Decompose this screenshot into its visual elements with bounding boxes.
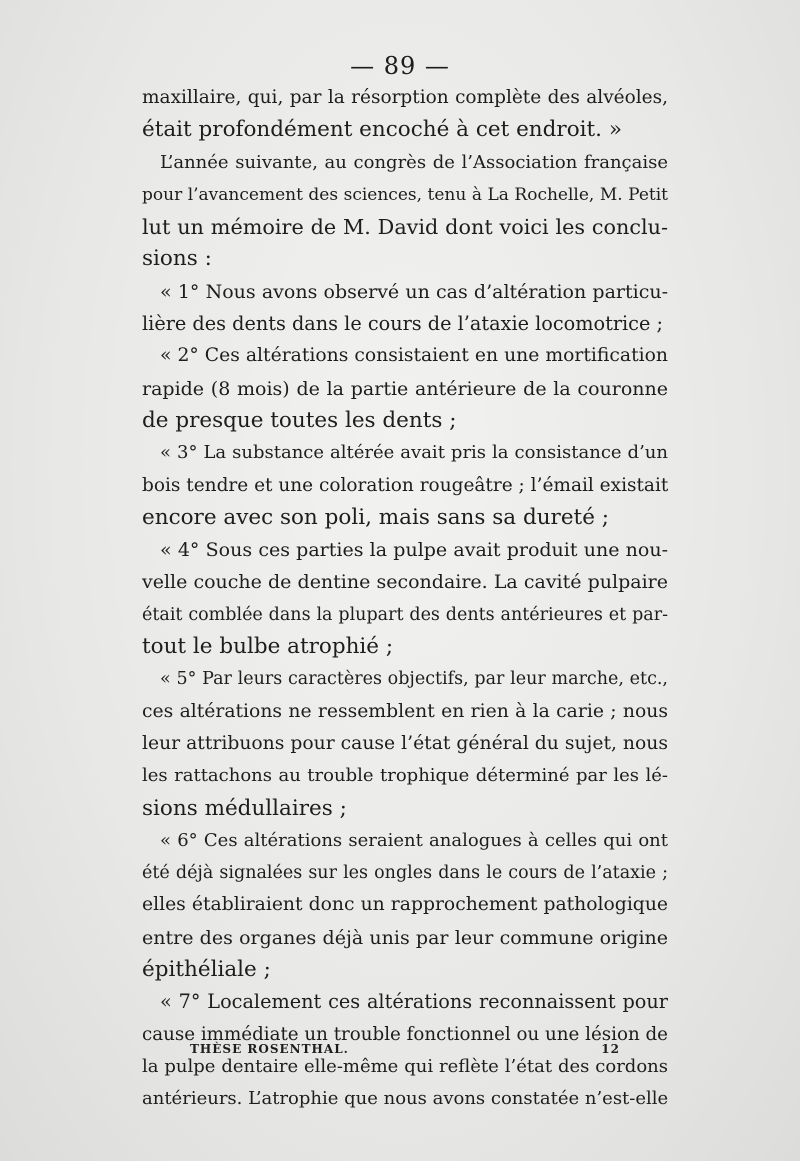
text-line: sions : — [142, 246, 212, 272]
text-line: cause immédiate un trouble fonctionnel ou une lésion de — [142, 1023, 668, 1045]
text-line: les rattachons au trouble trophique déterminé par les lé- — [142, 765, 668, 787]
text-line: la pulpe dentaire elle-même qui reflète l’état des cordons — [142, 1055, 668, 1077]
text-line: pour l’avancement des sciences, tenu à La Rochelle, M. Petit — [142, 184, 668, 205]
text-line: « 5° Par leurs caractères objectifs, par leur marche, etc., — [160, 669, 668, 690]
text-line: maxillaire, qui, par la résorption complète des alvéoles, — [142, 87, 668, 108]
text-line: leur attribuons pour cause l’état général du sujet, nous — [142, 732, 668, 754]
text-line: était profondément encoché à cet endroit. » — [142, 117, 622, 143]
text-line: L’année suivante, au congrès de l’Association française — [160, 151, 668, 173]
text-line: elles établiraient donc un rapprochement pathologique — [142, 894, 668, 916]
text-line: lut un mémoire de M. David dont voici les conclu- — [142, 215, 668, 240]
text-line: lière des dents dans le cours de l’ataxie locomotrice ; — [142, 312, 663, 336]
text-line: été déjà signalées sur les ongles dans le cours de l’ataxie ; — [142, 863, 668, 884]
text-line: « 4° Sous ces parties la pulpe avait produit une nou- — [160, 539, 668, 562]
text-line: « 6° Ces altérations seraient analogues à celles qui ont — [160, 829, 668, 851]
text-line: « 2° Ces altérations consistaient en une mortification — [160, 345, 668, 367]
text-line: était comblée dans la plupart des dents antérieures et par- — [142, 604, 668, 625]
footer-sheet-number: 12 — [601, 1042, 620, 1056]
text-line: « 1° Nous avons observé un cas d’altération particu- — [160, 280, 668, 303]
text-line: épithéliale ; — [142, 957, 271, 983]
text-line: antérieurs. L’atrophie que nous avons constatée n’est-elle — [142, 1088, 669, 1110]
page-number: — 89 — — [350, 52, 450, 80]
text-line: entre des organes déjà unis par leur commune origine — [142, 926, 668, 949]
text-line: rapide (8 mois) de la partie antérieure de la couronne — [142, 377, 668, 400]
text-line: de presque toutes les dents ; — [142, 407, 457, 433]
footer-signature: THÈSE ROSENTHAL. — [190, 1042, 349, 1056]
body-text — [142, 82, 668, 1116]
text-line: ces altérations ne ressemblent en rien à la carie ; nous — [142, 700, 668, 722]
text-line: encore avec son poli, mais sans sa dureté ; — [142, 504, 609, 530]
text-line: bois tendre et une coloration rougeâtre ; l’émail existait — [142, 474, 669, 496]
text-line: « 3° La substance altérée avait pris la consistance d’un — [160, 442, 668, 464]
text-line: velle couche de dentine secondaire. La cavité pulpaire — [142, 571, 668, 594]
text-line: « 7° Localement ces altérations reconnaissent pour — [160, 990, 668, 1014]
text-line: sions médullaires ; — [142, 795, 347, 821]
text-line: tout le bulbe atrophié ; — [142, 634, 394, 660]
